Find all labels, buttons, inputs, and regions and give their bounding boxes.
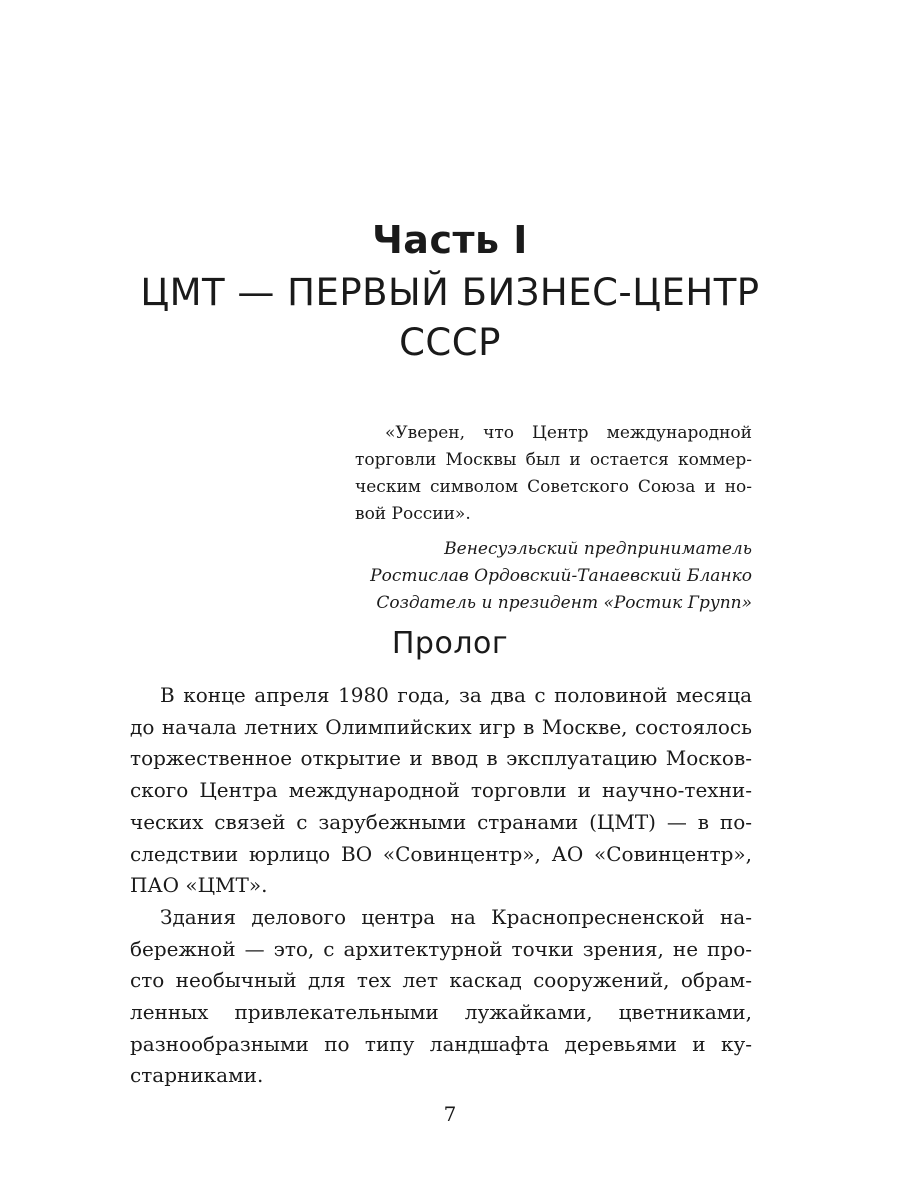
text-line: Здания делового центра на Краснопресненской на- — [160, 904, 752, 929]
paragraph — [130, 902, 752, 1092]
part-title-line: ЦМТ — ПЕРВЫЙ БИЗНЕС-ЦЕНТР — [140, 271, 760, 314]
epigraph-quote-line: вой России». — [355, 504, 471, 524]
epigraph-quote-line: торговли Москвы был и остается коммер- — [355, 450, 752, 470]
text-line: ческих связей с зарубежными странами (ЦМТ) — в по- — [130, 809, 752, 834]
attribution-line: Создатель и президент «Ростик Групп» — [376, 593, 752, 613]
epigraph-attribution — [355, 536, 752, 617]
text-line: бережной — это, с архитектурной точки зрения, не про- — [130, 936, 752, 961]
text-line: торжественное открытие и ввод в эксплуатацию Москов- — [130, 746, 752, 771]
text-line: до начала летних Олимпийских игр в Москве, состоялось — [130, 714, 752, 739]
text-line: сто необычный для тех лет каскад сооружений, обрам- — [130, 968, 752, 993]
attribution-line: Венесуэльский предприниматель — [444, 539, 752, 559]
part-title — [0, 268, 900, 368]
text-line: В конце апреля 1980 года, за два с половиной месяца — [160, 683, 752, 707]
page-number: 7 — [443, 1102, 457, 1126]
epigraph-quote-line: ческим символом Советского Союза и но- — [355, 477, 752, 497]
text-line: ПАО «ЦМТ». — [130, 873, 268, 898]
epigraph — [355, 420, 752, 617]
prologue-body — [130, 680, 752, 1092]
attribution-line: Ростислав Ордовский-Танаевский Бланко — [370, 566, 752, 586]
text-line: разнообразными по типу ландшафта деревьями и ку- — [130, 1031, 752, 1056]
part-title-line: СССР — [399, 321, 501, 364]
part-label: Часть I — [372, 218, 528, 262]
text-line: ленных привлекательными лужайками, цветниками, — [130, 1000, 752, 1025]
epigraph-quote-line: «Уверен, что Центр международной — [385, 423, 752, 443]
prologue-heading: Пролог — [391, 626, 509, 661]
text-line: ского Центра международной торговли и научно-техни- — [130, 778, 752, 803]
paragraph — [130, 680, 752, 902]
epigraph-quote — [355, 420, 752, 528]
text-line: старниками. — [130, 1063, 264, 1088]
text-line: следствии юрлицо ВО «Совинцентр», АО «Совинцентр», — [130, 841, 752, 866]
